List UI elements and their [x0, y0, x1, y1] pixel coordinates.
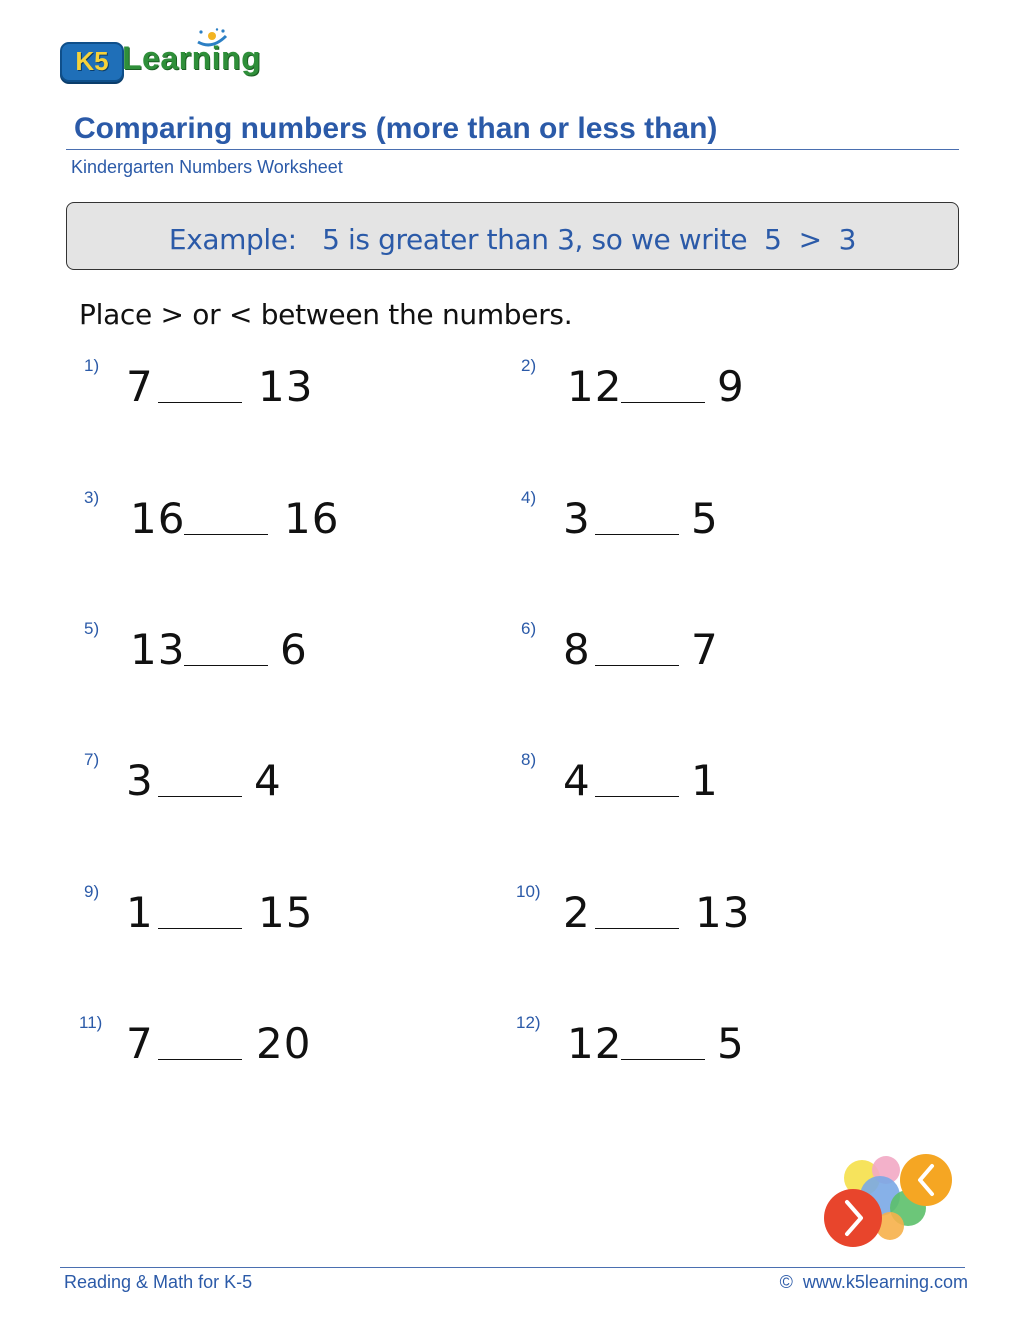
answer-blank[interactable] [158, 928, 242, 929]
first-number: 8 [563, 625, 591, 674]
navigation-art [820, 1148, 960, 1253]
logo-figure-icon [192, 28, 232, 58]
first-number: 1 [126, 888, 154, 937]
answer-blank[interactable] [158, 402, 242, 403]
answer-blank[interactable] [595, 534, 679, 535]
second-number: 7 [691, 625, 719, 674]
worksheet-subtitle: Kindergarten Numbers Worksheet [71, 157, 343, 177]
k5-learning-logo [58, 28, 268, 84]
chevron-right-icon[interactable] [824, 1189, 882, 1247]
first-number: 3 [563, 494, 591, 543]
first-number: 13 [130, 625, 186, 674]
problem-number: 6) [521, 619, 537, 638]
first-number: 2 [563, 888, 591, 937]
problem-number: 2) [521, 356, 537, 375]
problem-number: 1) [84, 356, 100, 375]
problem-number: 12) [516, 1013, 541, 1032]
example-text: Example: 5 is greater than 3, so we write 5 > 3 [168, 223, 857, 256]
footer-website-link[interactable]: © www.k5learning.com [779, 1272, 968, 1292]
problem-number: 5) [84, 619, 100, 638]
second-number: 4 [254, 756, 282, 805]
title-divider [66, 149, 959, 150]
first-number: 7 [126, 362, 154, 411]
logo-badge-text: K5 [75, 46, 109, 76]
footer-tagline: Reading & Math for K-5 [64, 1272, 253, 1292]
second-number: 20 [256, 1019, 312, 1068]
second-number: 5 [717, 1019, 745, 1068]
answer-blank[interactable] [158, 796, 242, 797]
logo-wordmark: Learning [122, 40, 262, 76]
first-number: 7 [126, 1019, 154, 1068]
chevron-left-icon[interactable] [900, 1154, 952, 1206]
second-number: 1 [691, 756, 719, 805]
second-number: 6 [280, 625, 308, 674]
answer-blank[interactable] [595, 665, 679, 666]
answer-blank[interactable] [621, 1059, 705, 1060]
first-number: 3 [126, 756, 154, 805]
first-number: 16 [130, 494, 186, 543]
second-number: 9 [717, 362, 745, 411]
answer-blank[interactable] [184, 665, 268, 666]
answer-blank[interactable] [595, 796, 679, 797]
logo-badge [60, 42, 124, 82]
problem-number: 7) [84, 750, 100, 769]
second-number: 15 [258, 888, 314, 937]
answer-blank[interactable] [621, 402, 705, 403]
second-number: 13 [695, 888, 751, 937]
answer-blank[interactable] [595, 928, 679, 929]
answer-blank[interactable] [158, 1059, 242, 1060]
second-number: 13 [258, 362, 314, 411]
problem-number: 3) [84, 488, 100, 507]
problem-number: 9) [84, 882, 100, 901]
example-box [66, 202, 959, 270]
first-number: 4 [563, 756, 591, 805]
instructions: Place > or < between the numbers. [79, 298, 573, 331]
footer-divider [60, 1267, 965, 1268]
answer-blank[interactable] [184, 534, 268, 535]
second-number: 16 [284, 494, 340, 543]
problem-number: 11) [79, 1013, 103, 1032]
problem-number: 10) [516, 882, 541, 901]
problem-number: 8) [521, 750, 537, 769]
problem-number: 4) [521, 488, 537, 507]
second-number: 5 [691, 494, 719, 543]
first-number: 12 [567, 1019, 623, 1068]
worksheet-title: Comparing numbers (more than or less than) [74, 112, 718, 145]
first-number: 12 [567, 362, 623, 411]
